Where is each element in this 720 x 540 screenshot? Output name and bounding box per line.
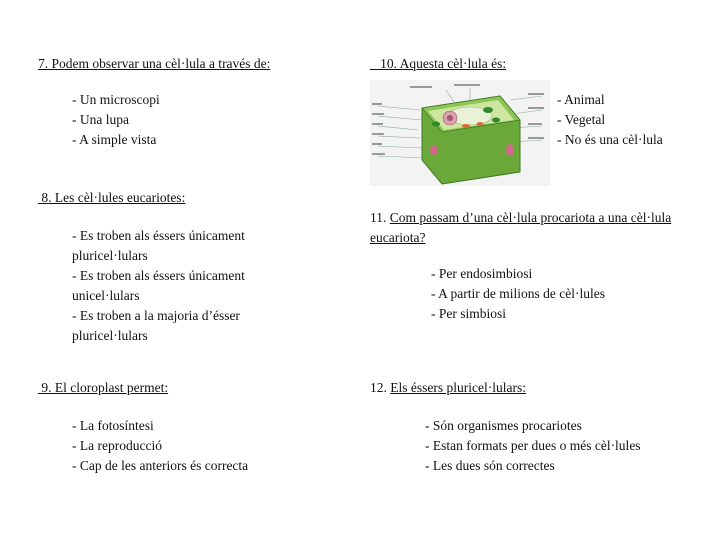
- question-10-title: 10. Aquesta cèl·lula és:: [370, 56, 507, 71]
- question-10-option-3: - No és una cèl·lula: [557, 132, 663, 147]
- question-10-options: [557, 90, 707, 150]
- question-11-number: 11.: [370, 210, 390, 225]
- question-11-title-block: [370, 208, 690, 248]
- question-12-number: 12.: [370, 380, 391, 395]
- question-9-options: [72, 416, 332, 476]
- question-12-option-2: - Estan formats per dues o més cèl·lules: [425, 438, 641, 453]
- question-9-option-1: - La fotosíntesi: [72, 418, 154, 433]
- question-8-options: [72, 226, 294, 346]
- question-9-option-2: - La reproducció: [72, 438, 162, 453]
- question-8-title: 8. Les cèl·lules eucariotes:: [38, 190, 186, 205]
- question-8-option-3: - Es troben a la majoria d’ésser pluricel·lulars: [72, 308, 240, 343]
- question-12-option-3: - Les dues són correctes: [425, 458, 555, 473]
- question-12-title-block: [370, 378, 690, 398]
- question-12-title: Els éssers pluricel·lulars:: [390, 380, 526, 395]
- question-11-title: Com passam d’una cèl·lula procariota a una cèl·lula eucariota?: [370, 210, 672, 245]
- question-7-option-1: - Un microscopi: [72, 92, 160, 107]
- plant-cell-diagram-icon: [370, 80, 550, 186]
- question-11-option-1: - Per endosimbiosi: [431, 266, 533, 281]
- question-7-option-3: - A simple vista: [72, 132, 157, 147]
- question-10-option-2: - Vegetal: [557, 112, 606, 127]
- question-12-option-1: - Són organismes procariotes: [425, 418, 582, 433]
- question-7-title: 7. Podem observar una cèl·lula a través de:: [38, 56, 271, 71]
- question-9-title: 9. El cloroplast permet:: [38, 380, 169, 395]
- plant-cell-diagram-image: [370, 80, 550, 186]
- question-11-option-2: - A partir de milions de cèl·lules: [431, 286, 605, 301]
- question-8-option-2: - Es troben als éssers únicament unicel·lulars: [72, 268, 245, 303]
- question-7-option-2: - Una lupa: [72, 112, 129, 127]
- question-12-options: [425, 416, 705, 476]
- question-11-option-3: - Per simbiosi: [431, 306, 507, 321]
- question-11-options: [431, 264, 691, 324]
- question-7-options: [72, 90, 322, 150]
- question-9-option-3: - Cap de les anteriors és correcta: [72, 458, 249, 473]
- question-8-option-1: - Es troben als éssers únicament pluricel·lulars: [72, 228, 245, 263]
- question-10-option-1: - Animal: [557, 92, 605, 107]
